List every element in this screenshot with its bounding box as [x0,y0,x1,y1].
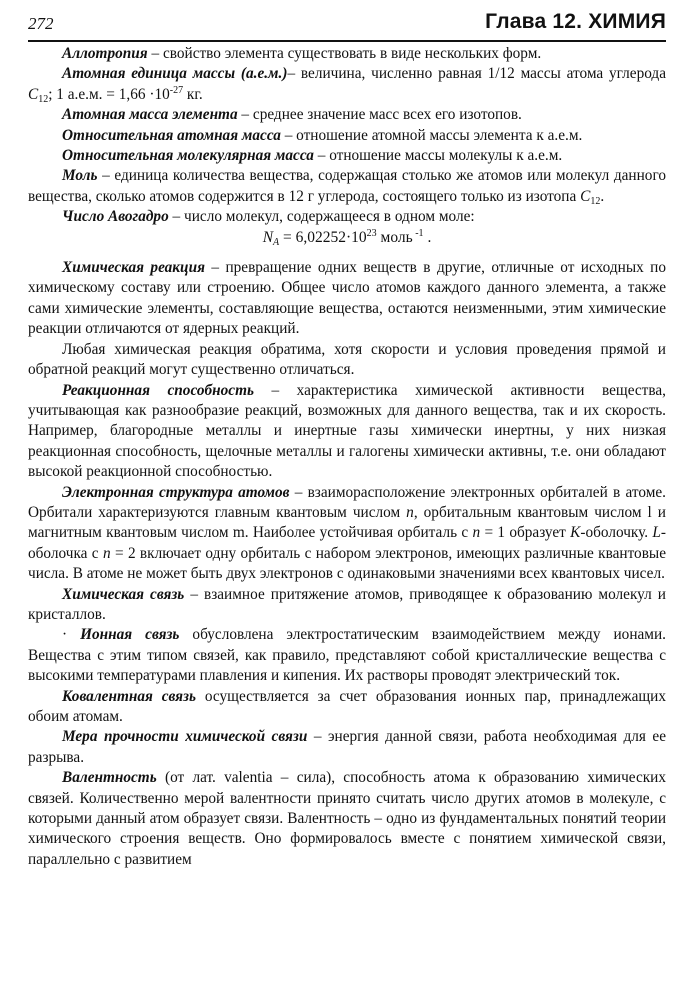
formula-unit-exponent: -1 [412,227,424,239]
term-relative-molecular-mass: Относительная молекулярная масса [62,147,314,165]
paragraph-reversible: Любая химическая реакция обратима, хотя скорости и условия проведения прямой и обратной реакций могут существенно отличаться. [28,340,666,379]
definition-bond-strength: – энергия данной связи, работа необходимая для ее разрыва. [28,728,667,766]
term-ionic-bond: Ионная связь [80,626,180,644]
mole-carbon-symbol: C [580,187,591,205]
term-relative-atomic-mass: Относительная атомная масса [62,126,281,144]
electron-structure-text-6: = 2 включает одну орбиталь с набором электронов, имеющих различные квантовые числа. В атоме не может быть двух электронов с одинаковыми значениями всех квантовых чисел. [28,544,666,583]
electron-structure-text-3: = 1 образует [480,524,571,542]
electron-structure-text-2: , орбитальным квантовым числом l и магнитным квантовым числом m. Наиболее устойчивая орбиталь с [28,503,666,542]
carbon-isotope-subscript: 12 [38,93,49,105]
avogadro-formula [28,228,666,248]
formula-subscript: A [273,236,280,248]
term-amu: Атомная единица массы (а.е.м.) [62,65,288,83]
term-allotropy: Аллотропия [62,45,148,62]
term-atomic-mass: Атомная масса элемента [62,106,238,124]
formula-exponent: 23 [366,227,377,239]
paragraph-chemical-bond [28,585,666,626]
amu-unit: кг. [183,85,203,103]
symbol-k: K [570,524,581,542]
term-chemical-bond: Химическая связь [62,585,185,603]
term-bond-strength: Мера прочности химической связи [62,728,308,746]
term-mole: Моль [62,167,98,185]
mole-end: . [600,187,605,205]
definition-amu: – величина, численно равная 1/12 массы атома углерода [287,65,667,83]
term-valence: Валентность [62,769,157,787]
definition-relative-atomic-mass: – отношение атомной массы элемента к а.е.м. [280,126,583,144]
paragraph-valence [28,768,666,870]
paragraph-reaction [28,258,666,340]
carbon-symbol: C [28,85,39,103]
page-header [28,12,666,42]
amu-exponent: -27 [169,84,184,96]
mole-carbon-subscript: 12 [590,195,601,207]
definition-covalent-bond: осуществляется за счет образования ионных пар, принадлежащих обоим атомам. [28,687,666,725]
amu-value: ; 1 а.е.м. = 1,66 ·10 [48,85,170,103]
definition-mole: – единица количества вещества, содержащая столько же атомов или молекул данного вещества, сколько атомов содержится в 12 г углерода, состоящего только из изотопа [28,167,666,205]
definition-chemical-bond: – взаимное притяжение атомов, приводящее к образованию молекул и кристаллов. [28,585,666,623]
paragraph-electron-structure [28,483,666,585]
symbol-n-1: n [406,503,414,521]
term-reactivity: Реакционная способность [62,381,254,399]
definition-reactivity: – характеристика химической активности вещества, учитывающая как разнообразие реакций, возможных для данного вещества, так и их скорость. Например, благородные металлы и инертные газы химически инертны, у них низкая реакционная способность, щелочные металлы и галогены химически активны, т.е. они обладают высокой реакционной способностью. [28,381,666,481]
symbol-l: L [652,524,661,542]
definition-valence: (от лат. valentia – сила), способность атома к образованию химических связей. Количественно мерой валентности принято считать число других атомов в молекуле, с которыми данный атом образует связи. Валентность – одно из фундаментальных понятий теории химического строения веществ. Оно формировалось вместе с понятием химической связи, параллельно с развитием [28,769,666,868]
paragraph-covalent-bond [28,687,666,728]
formula-value: = 6,02252·10 [279,228,367,246]
paragraph-ionic-bond [28,625,666,686]
paragraph-allotropy [28,44,666,64]
definition-ionic-bond: обусловлена электростатическим взаимодействием между ионами. Вещества с этим типом связей, как правило, представляют собой кристаллические вещества с высокими температурами плавления и кипения. Их растворы проводят электрический ток. [28,626,666,685]
definition-allotropy: – свойство элемента существовать в виде нескольких форм. [147,45,542,62]
body-text [28,44,666,870]
page-number: 272 [28,14,54,33]
definition-avogadro: – число молекул, содержащееся в одном моле: [168,208,475,226]
paragraph-relative-molecular-mass [28,146,666,166]
paragraph-amu [28,64,666,105]
paragraph-reactivity [28,381,666,483]
electron-structure-text-1: – взаиморасположение электронных орбиталей в атоме. Орбитали характеризуются главным квантовым числом [28,483,666,521]
electron-structure-text-4: -оболочку. [580,524,653,542]
term-electron-structure: Электронная структура атомов [62,483,290,501]
formula-end: . [423,228,432,246]
symbol-n-3: n [102,544,111,562]
formula-symbol: N [262,228,274,246]
ionic-bond-prefix: · [62,626,81,644]
chapter-title: Глава 12. ХИМИЯ [485,10,666,33]
electron-structure-text-5: -оболочка с [28,524,666,562]
formula-unit: моль [376,228,413,246]
paragraph-bond-strength [28,727,666,768]
term-avogadro: Число Авогадро [62,208,169,226]
term-covalent-bond: Ковалентная связь [62,687,197,705]
paragraph-mole [28,166,666,207]
paragraph-avogadro [28,207,666,227]
symbol-n-2: n [472,524,481,542]
definition-atomic-mass: – среднее значение масс всех его изотопов. [237,106,522,124]
definition-reaction: – превращение одних веществ в другие, отличные от исходных по химическому составу или строению. Общее число атомов каждого данного элемента, а также сами химические элементы, составляющие вещества, остаются неизменными, этим химические реакции отличаются от ядерных реакций. [28,259,666,338]
definition-relative-molecular-mass: – отношение массы молекулы к а.е.м. [313,147,563,165]
paragraph-relative-atomic-mass [28,126,666,146]
paragraph-atomic-mass [28,105,666,125]
term-reaction: Химическая реакция [62,259,205,277]
